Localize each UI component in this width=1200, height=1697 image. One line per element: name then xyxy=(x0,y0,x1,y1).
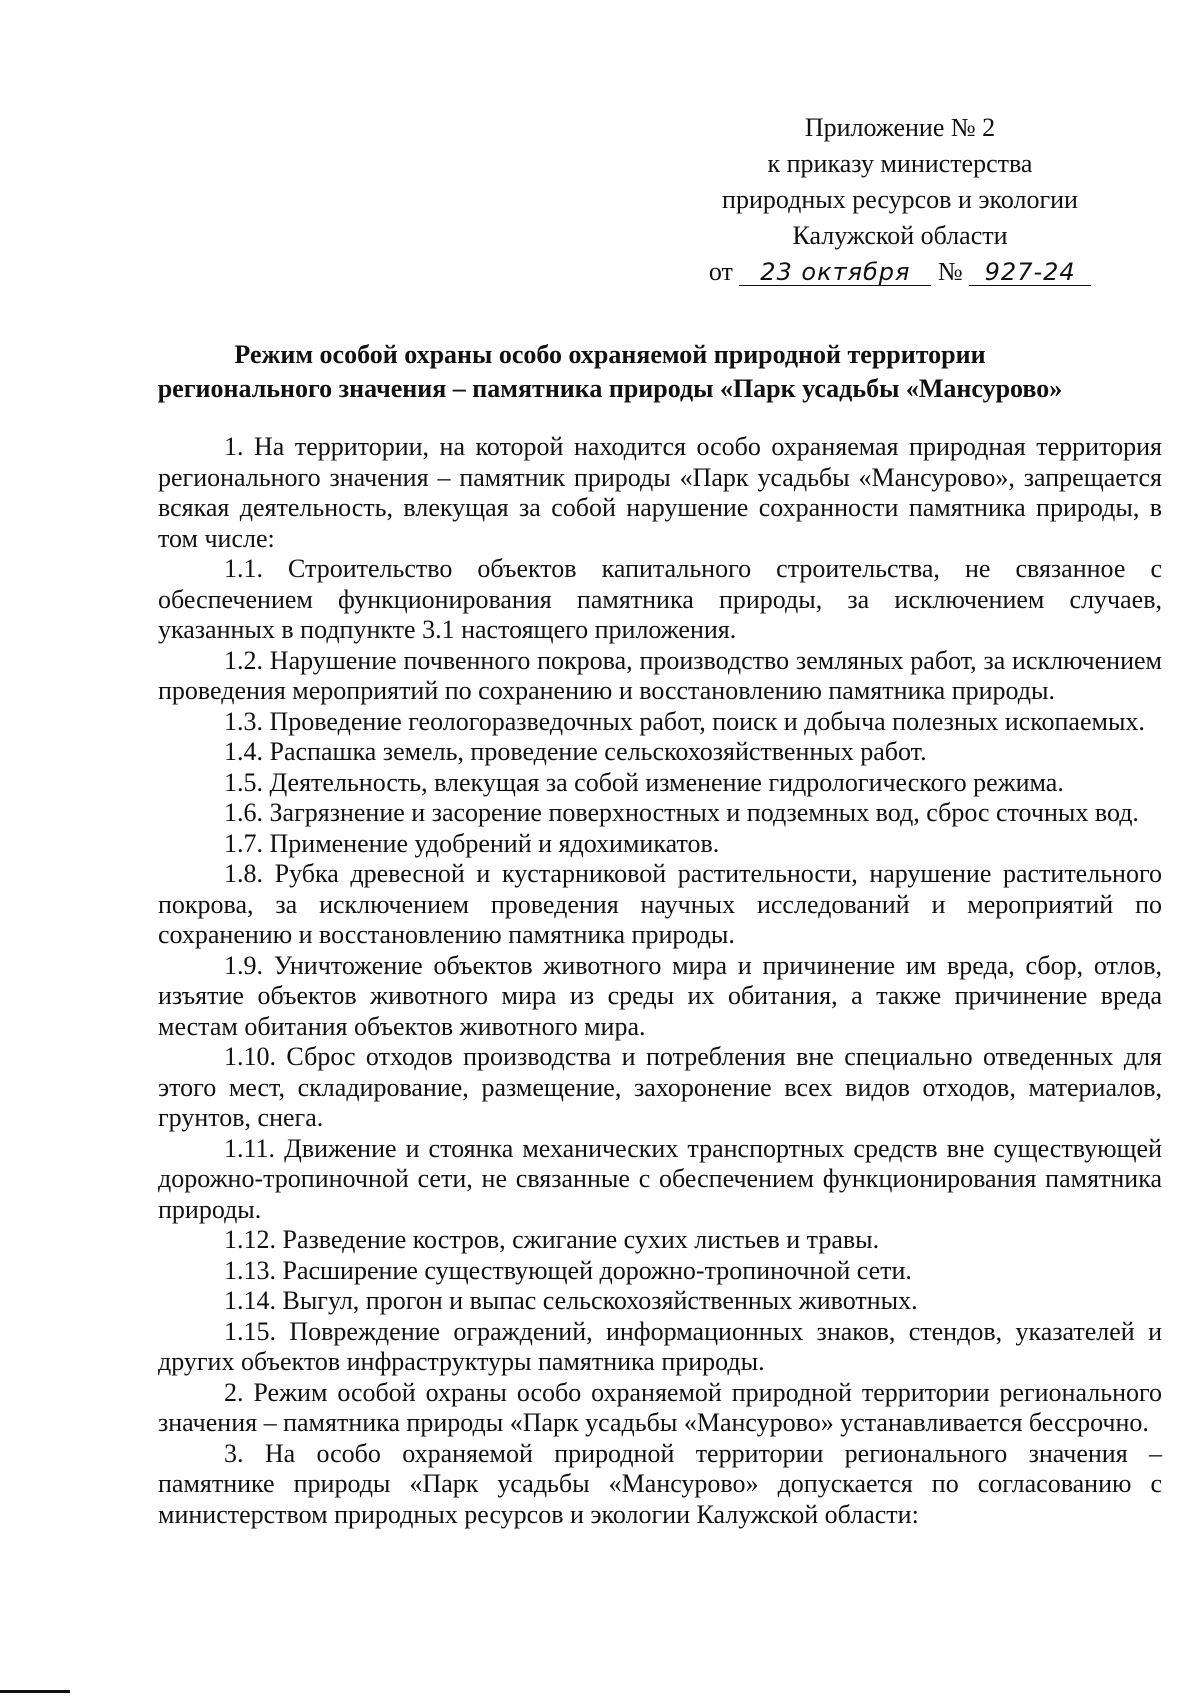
paragraph: 1.5. Деятельность, влекущая за собой изменение гидрологического режима. xyxy=(224,767,1064,797)
paragraph: 1.12. Разведение костров, сжигание сухих листьев и травы. xyxy=(224,1225,880,1254)
paragraph: 1.9. Уничтожение объектов животного мира и причинение им вреда, сбор, отлов, изъятие объектов животного мира из среды их обитания, а также причинение вреда местам обитания объектов животного мира. xyxy=(158,950,1162,1041)
order-from-label: от xyxy=(708,257,733,286)
paragraph: 1.14. Выгул, прогон и выпас сельскохозяйственных животных. xyxy=(224,1286,918,1315)
appendix-number: Приложение № 2 xyxy=(804,113,996,142)
title-line-1: Режим особой охраны особо охраняемой природной территории xyxy=(234,340,986,369)
order-date-handwritten: 23 октября xyxy=(739,259,931,286)
paragraph: 1.2. Нарушение почвенного покрова, производство земляных работ, за исключением проведения мероприятий по сохранению и восстановлению памятника природы. xyxy=(158,645,1162,705)
order-number-handwritten: 927-24 xyxy=(969,259,1091,286)
paragraph: 1.15. Повреждение ограждений, информационных знаков, стендов, указателей и других объектов инфраструктуры памятника природы. xyxy=(158,1316,1162,1376)
paragraph: 1.13. Расширение существующей дорожно-тропиночной сети. xyxy=(224,1255,912,1285)
order-number-label: № xyxy=(937,257,963,286)
title-line-2: регионального значения – памятника природы «Парк усадьбы «Мансурово» xyxy=(157,374,1063,403)
paragraph: 1.11. Движение и стоянка механических транспортных средств вне существующей дорожно-тропиночной сети, не связанные с обеспечением функционирования памятника природы. xyxy=(158,1133,1162,1224)
paragraph: 1.8. Рубка древесной и кустарниковой растительности, нарушение растительного покрова, за исключением проведения научных исследований и мероприятий по сохранению и восстановлению памятника природы. xyxy=(158,859,1162,949)
paragraph: 1.6. Загрязнение и засорение поверхностных и подземных вод, сброс сточных вод. xyxy=(224,798,1139,827)
appendix-header xyxy=(700,110,1100,290)
appendix-region: Калужской области xyxy=(792,221,1008,250)
paragraph: 1.7. Применение удобрений и ядохимикатов. xyxy=(224,828,720,858)
document-body xyxy=(158,432,1162,1530)
paragraph: 3. На особо охраняемой природной территории регионального значения – памятнике природы «Парк усадьбы «Мансурово» допускается по согласованию с министерством природных ресурсов и экологии Калужской области: xyxy=(158,1438,1162,1529)
paragraph: 1.3. Проведение геологоразведочных работ, поиск и добыча полезных ископаемых. xyxy=(224,706,1145,736)
paragraph: 2. Режим особой охраны особо охраняемой природной территории регионального значения – памятника природы «Парк усадьбы «Мансурово» устанавливается бессрочно. xyxy=(158,1377,1162,1437)
paragraph: 1.10. Сброс отходов производства и потребления вне специально отведенных для этого мест, складирование, размещение, захоронение всех видов отходов, материалов, грунтов, снега. xyxy=(158,1042,1162,1132)
page-edge-mark xyxy=(0,1690,70,1693)
appendix-ministry: природных ресурсов и экологии xyxy=(722,185,1078,214)
paragraph: 1.1. Строительство объектов капитального строительства, не связанное с обеспечением функционирования памятника природы, за исключением случаев, указанных в подпункте 3.1 настоящего приложения. xyxy=(158,554,1162,644)
paragraph: 1.4. Распашка земель, проведение сельскохозяйственных работ. xyxy=(224,737,927,766)
appendix-order-reference: к приказу министерства xyxy=(767,149,1033,178)
paragraph: 1. На территории, на которой находится особо охраняемая природная территория регионального значения – памятник природы «Парк усадьбы «Мансурово», запрещается всякая деятельность, влекущая за собой нарушение сохранности памятника природы, в том числе: xyxy=(158,432,1162,553)
order-date-number xyxy=(700,254,1100,290)
document-title xyxy=(150,338,1070,406)
